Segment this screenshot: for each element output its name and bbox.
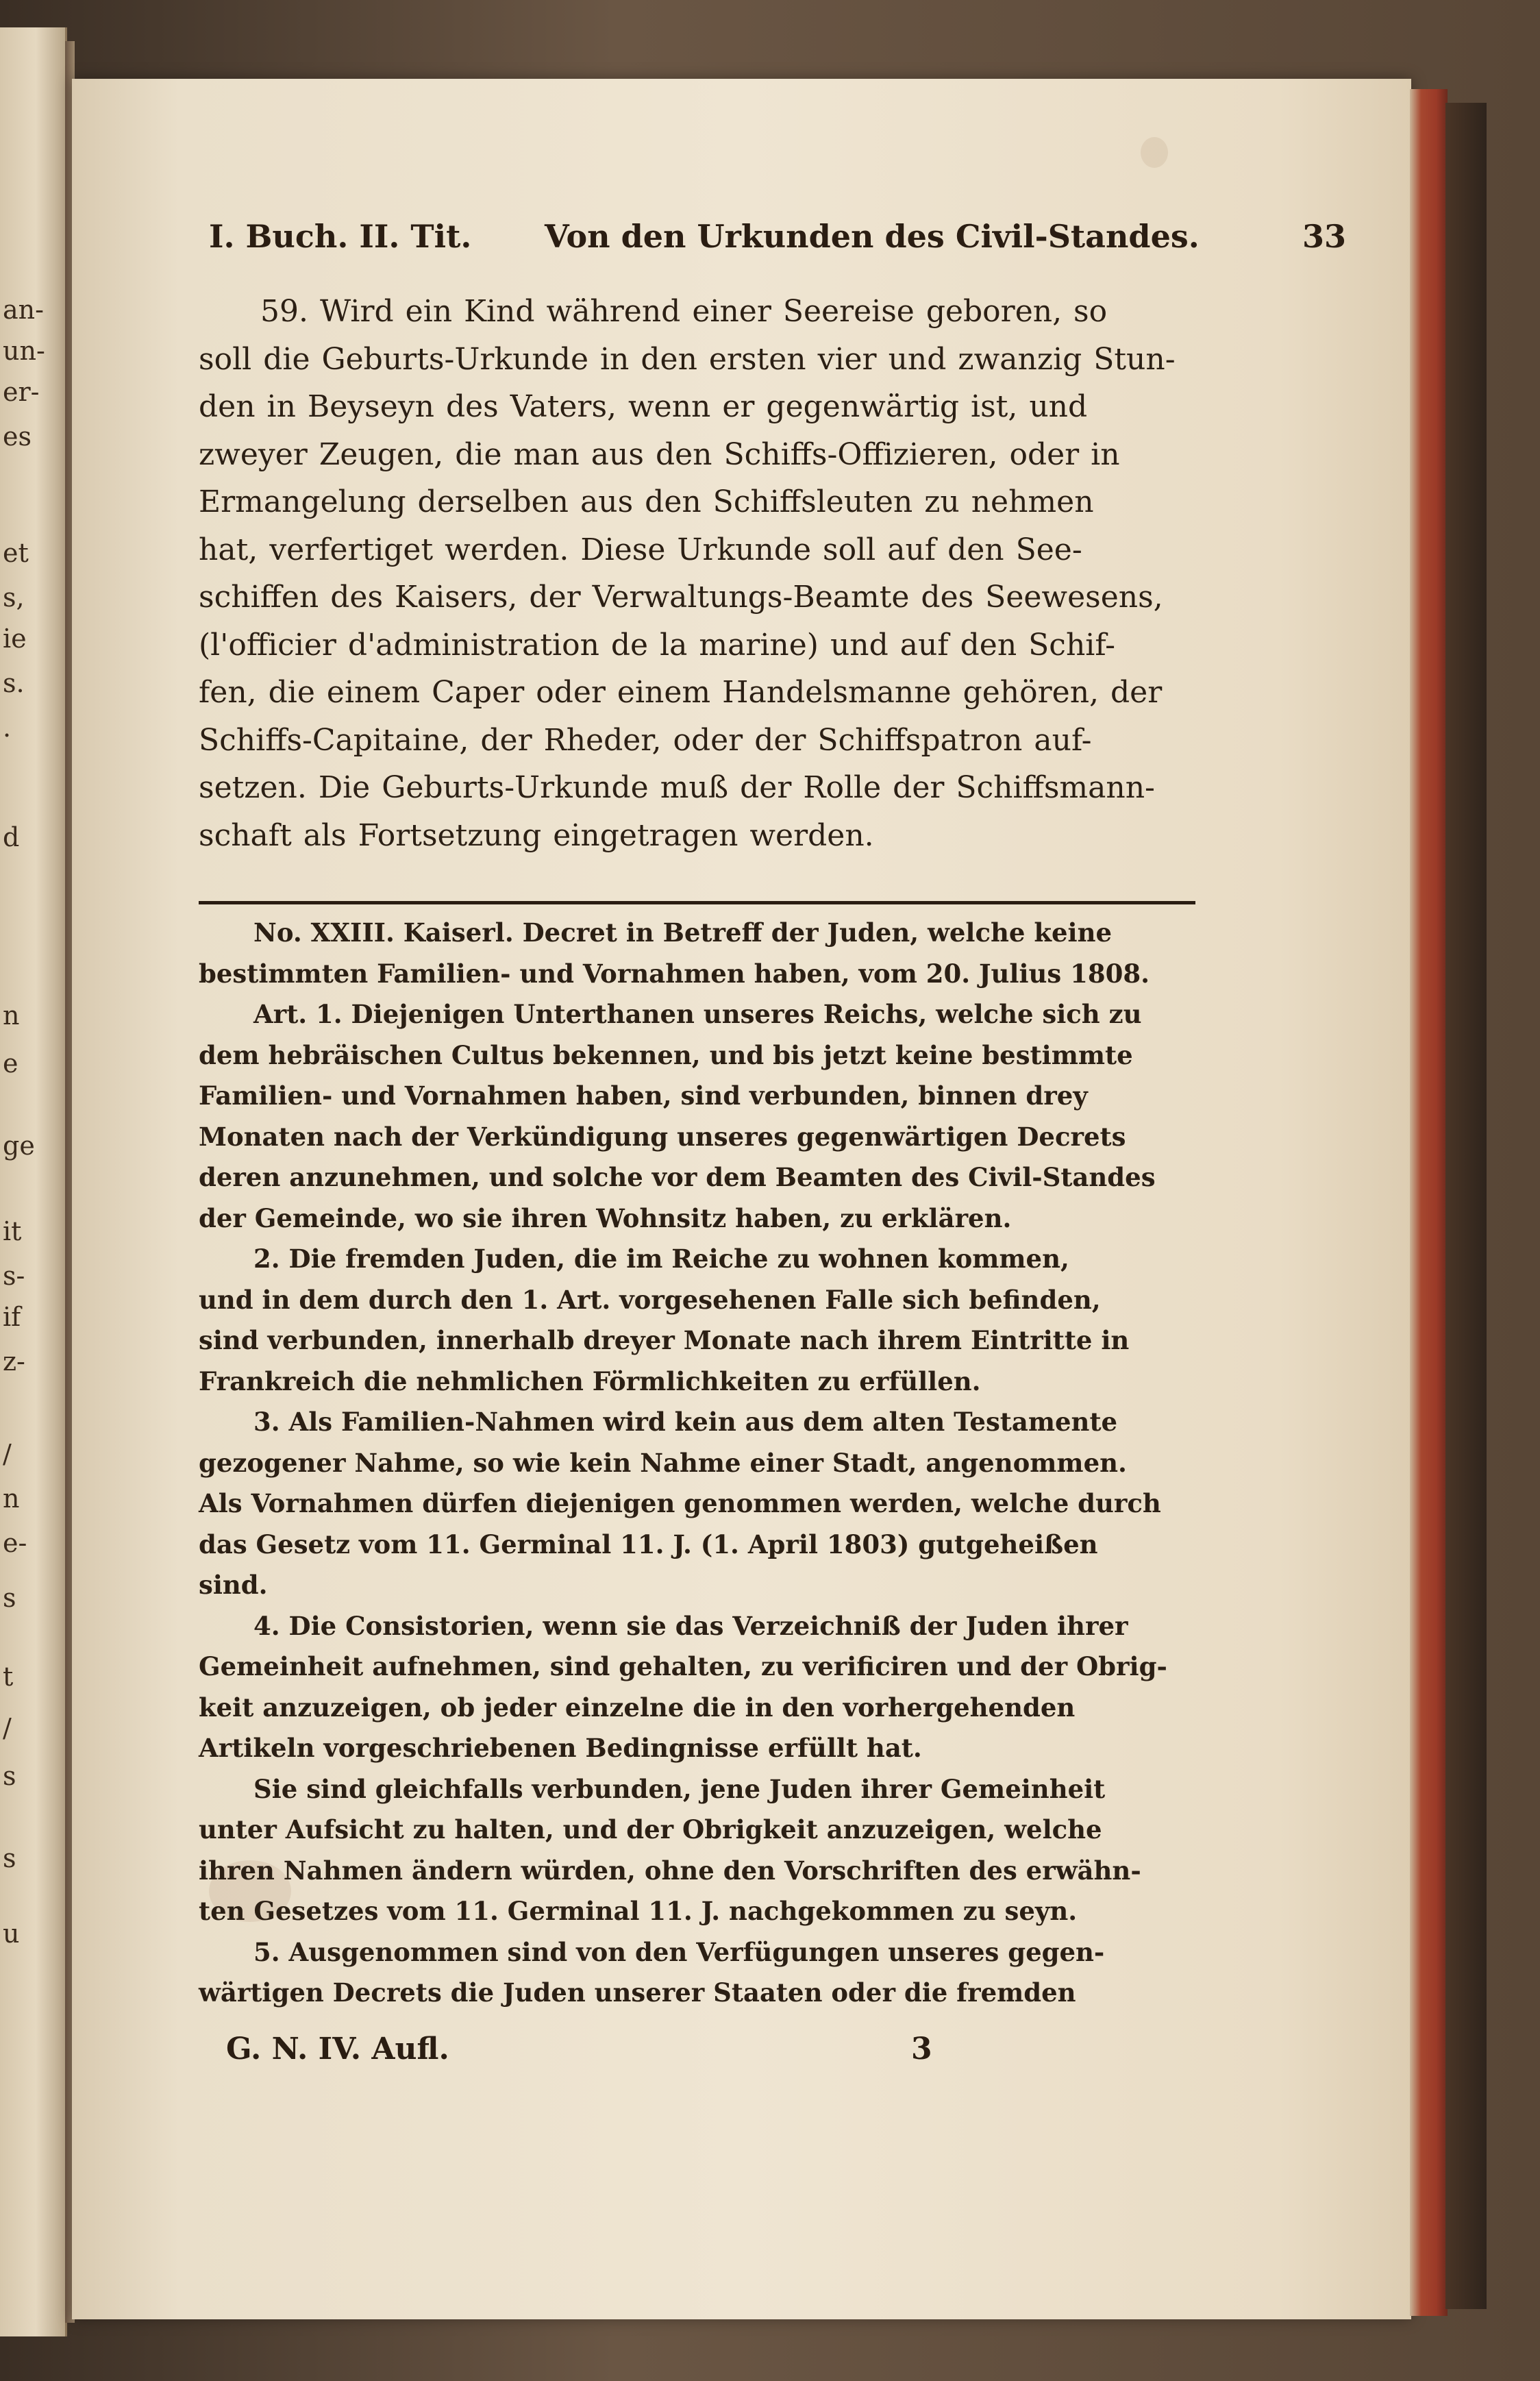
facing-page-text-fragment: s xyxy=(3,1583,16,1613)
facing-page-text-fragment: z- xyxy=(3,1346,25,1377)
text-line: (l'officier d'administration de la marine) und auf den Schif- xyxy=(199,627,1115,663)
facing-page-text-fragment: n xyxy=(3,1000,20,1031)
text-line: sind verbunden, innerhalb dreyer Monate nach ihrem Eintritte in xyxy=(199,1325,1130,1355)
text-line: schaft als Fortsetzung eingetragen werden. xyxy=(199,817,874,853)
facing-page-text-fragment: . xyxy=(3,713,12,743)
text-line: Als Vornahmen dürfen diejenigen genommen werden, welche durch xyxy=(199,1488,1161,1518)
facing-page-text-fragment: s- xyxy=(3,1261,25,1291)
facing-page-text-fragment: s xyxy=(3,1843,16,1873)
facing-page-text-fragment: if xyxy=(3,1302,21,1332)
text-line: 2. Die fremden Juden, die im Reiche zu wohnen kommen, xyxy=(253,1244,1069,1274)
facing-page-edge xyxy=(0,27,67,2336)
text-line: unter Aufsicht zu halten, und der Obrigkeit anzuzeigen, welche xyxy=(199,1814,1102,1845)
facing-page-text-fragment: / xyxy=(3,1439,12,1469)
text-line: 59. Wird ein Kind während einer Seereise geboren, so xyxy=(260,294,1108,329)
text-line: schiffen des Kaisers, der Verwaltungs-Beamte des Seewesens, xyxy=(199,580,1163,615)
text-line: Familien- und Vornahmen haben, sind verbunden, binnen drey xyxy=(199,1081,1088,1111)
facing-page-text-fragment: un- xyxy=(3,336,45,366)
text-line: setzen. Die Geburts-Urkunde muß der Rolle der Schiffsmann- xyxy=(199,770,1155,805)
facing-page-text-fragment: it xyxy=(3,1216,22,1246)
text-line: keit anzuzeigen, ob jeder einzelne die in den vorhergehenden xyxy=(199,1692,1076,1723)
text-line: und in dem durch den 1. Art. vorgesehenen Falle sich befinden, xyxy=(199,1284,1101,1315)
text-line: der Gemeinde, wo sie ihren Wohnsitz haben, zu erklären. xyxy=(199,1202,1012,1233)
text-line: deren anzunehmen, und solche vor dem Beamten des Civil-Standes xyxy=(199,1162,1156,1192)
text-line: den in Beyseyn des Vaters, wenn er gegenwärtig ist, und xyxy=(199,389,1088,424)
facing-page-text-fragment: / xyxy=(3,1713,12,1743)
text-line: Ermangelung derselben aus den Schiffsleuten zu nehmen xyxy=(199,484,1094,519)
facing-page-text-fragment: e- xyxy=(3,1528,27,1558)
text-line: 5. Ausgenommen sind von den Verfügungen unseres gegen- xyxy=(253,1936,1105,1967)
text-line: Artikeln vorgeschriebenen Bedingnisse erfüllt hat. xyxy=(199,1733,922,1763)
facing-page-text-fragment: u xyxy=(3,1919,20,1949)
text-line: dem hebräischen Cultus bekennen, und bis jetzt keine bestimmte xyxy=(199,1039,1133,1070)
running-header xyxy=(209,218,1346,259)
facing-page-text-fragment: et xyxy=(3,538,29,568)
facing-page-text-fragment: e xyxy=(3,1048,18,1078)
facing-page-text-fragment: er- xyxy=(3,377,40,407)
footnote-decree xyxy=(199,913,1195,2014)
page-footer xyxy=(226,2032,980,2073)
text-line: No. XXIII. Kaiserl. Decret in Betreff der Juden, welche keine xyxy=(253,917,1113,948)
text-line: hat, verfertiget werden. Diese Urkunde soll auf den See- xyxy=(199,532,1082,567)
text-line: ten Gesetzes vom 11. Germinal 11. J. nachgekommen zu seyn. xyxy=(199,1896,1078,1926)
facing-page-text-fragment: ge xyxy=(3,1131,35,1161)
facing-page-text-fragment: s xyxy=(3,1761,16,1791)
text-line: wärtigen Decrets die Juden unserer Staaten oder die fremden xyxy=(199,1977,1076,2008)
text-line: zweyer Zeugen, die man aus den Schiffs-Offizieren, oder in xyxy=(199,436,1120,472)
page-number: 33 xyxy=(1302,218,1346,255)
text-line: soll die Geburts-Urkunde in den ersten vier und zwanzig Stun- xyxy=(199,341,1176,377)
text-line: 4. Die Consistorien, wenn sie das Verzeichniß der Juden ihrer xyxy=(253,1610,1128,1641)
text-line: gezogener Nahme, so wie kein Nahme einer Stadt, angenommen. xyxy=(199,1447,1127,1478)
facing-page-text-fragment: es xyxy=(3,421,32,452)
text-line: 3. Als Familien-Nahmen wird kein aus dem alten Testamente xyxy=(253,1407,1118,1437)
page-edge-red xyxy=(1410,89,1448,2316)
text-line: das Gesetz vom 11. Germinal 11. J. (1. April 1803) gutgeheißen xyxy=(199,1529,1098,1559)
paper-stain xyxy=(1141,137,1168,168)
header-book-title: I. Buch. II. Tit. xyxy=(209,218,472,255)
signature-mark: G. N. IV. Aufl. xyxy=(226,2032,449,2067)
text-line: Monaten nach der Verkündigung unseres gegenwärtigen Decrets xyxy=(199,1121,1126,1152)
text-line: fen, die einem Caper oder einem Handelsmanne gehören, der xyxy=(199,675,1163,710)
section-divider xyxy=(199,901,1195,904)
text-line: sind. xyxy=(199,1570,268,1600)
text-line: Frankreich die nehmlichen Förmlichkeiten zu erfüllen. xyxy=(199,1366,981,1396)
facing-page-text-fragment: s. xyxy=(3,668,25,698)
text-line: Art. 1. Diejenigen Unterthanen unseres Reichs, welche sich zu xyxy=(253,999,1142,1029)
text-line: Schiffs-Capitaine, der Rheder, oder der Schiffspatron auf- xyxy=(199,722,1092,758)
facing-page-text-fragment: ie xyxy=(3,624,27,654)
facing-page-text-fragment: s, xyxy=(3,582,25,613)
text-line: Gemeinheit aufnehmen, sind gehalten, zu verificiren und der Obrig- xyxy=(199,1651,1167,1681)
text-line: Sie sind gleichfalls verbunden, jene Juden ihrer Gemeinheit xyxy=(253,1773,1106,1804)
facing-page-text-fragment: n xyxy=(3,1483,20,1514)
header-section-title: Von den Urkunden des Civil-Standes. xyxy=(545,218,1200,255)
main-paragraph xyxy=(199,288,1195,859)
facing-page-text-fragment: an- xyxy=(3,295,44,325)
sheet-number: 3 xyxy=(911,2032,932,2067)
facing-page-text-fragment: t xyxy=(3,1662,14,1692)
book-cover-edge xyxy=(1445,103,1487,2309)
facing-page-text-fragment: d xyxy=(3,822,20,852)
text-line: bestimmten Familien- und Vornahmen haben, vom 20. Julius 1808. xyxy=(199,958,1150,989)
text-line: ihren Nahmen ändern würden, ohne den Vorschriften des erwähn- xyxy=(199,1855,1141,1886)
